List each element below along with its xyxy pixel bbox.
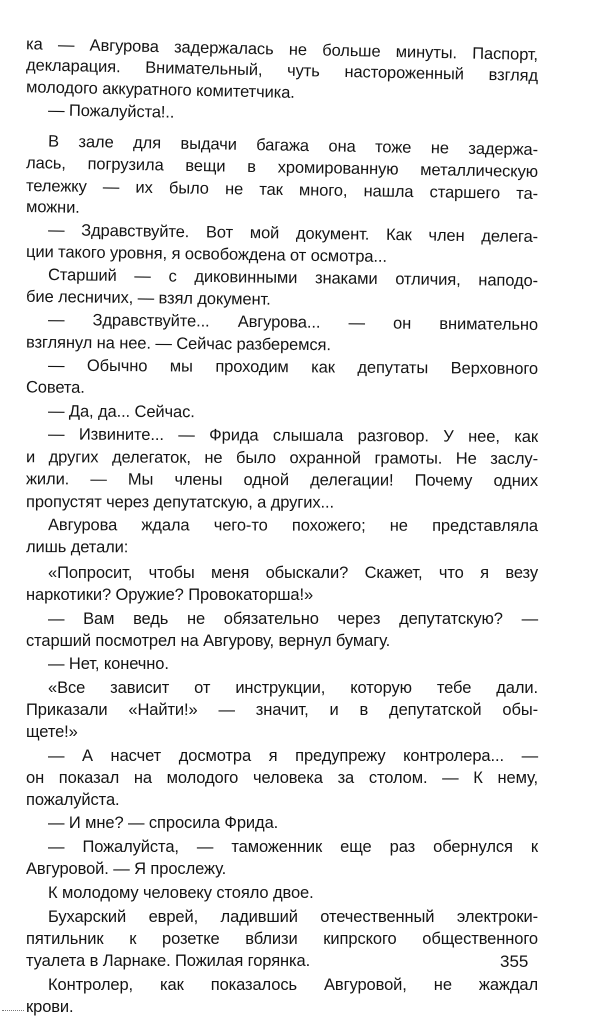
text-line: — Пожалуйста!.. (47, 101, 175, 122)
text-line: щете!» (26, 723, 78, 741)
text-line: Авгуровой. — Я прослежу. (26, 860, 227, 878)
text-line: молодого аккуратного комитетчика. (25, 78, 295, 102)
text-line: «Все зависит от инструкции, которую тебе дали. (48, 679, 538, 697)
text-line: Приказали «Найти!» — значит, и в депутатской обы- (26, 701, 538, 719)
text-line: — А насчет досмотра я предупрежу контролера... — (48, 747, 538, 765)
text-line: К молодому человеку стояло двое. (48, 884, 314, 902)
text-line: жили. — Мы члены одной делегации! Почему одних (25, 470, 539, 490)
text-line: лишь детали: (25, 538, 129, 557)
text-line: крови. (26, 998, 74, 1016)
text-line: Авгурова ждала чего-то похожего; не представляла (47, 516, 539, 535)
text-line: Контролер, как показалось Авгуровой, не жаждал (48, 976, 538, 994)
page-number: 355 (500, 952, 529, 971)
text-line: Старший — с диковинными знаками отличия, наподо- (47, 266, 539, 290)
text-line: — Обычно мы проходим как депутаты Верховного (47, 356, 539, 378)
text-line: — Здравствуйте. Вот мой документ. Как член делега- (47, 221, 539, 246)
scan-artifact (2, 1010, 24, 1013)
text-line: он показал на молодого человека за столом. — К нему, (26, 769, 538, 787)
text-line: — И мне? — спросила Фрида. (48, 814, 279, 832)
text-line: и других делегаток, не было охранной грамоты. Не заслу- (25, 448, 539, 468)
text-line: туалета в Ларнаке. Пожилая горянка. (26, 952, 311, 970)
text-line: декларация. Внимательный, чуть настороженный взгляд (25, 56, 539, 85)
text-line: лась, погрузила вещи в хромированную металлическую (25, 154, 539, 181)
text-line: — Пожалуйста, — таможенник еще раз обернулся к (48, 838, 538, 856)
text-line: пропустят через депутатскую, а других... (25, 493, 334, 512)
text-line: — Здравствуйте... Авгурова... — он внимательно (47, 310, 539, 334)
text-line: — Извините... — Фрида слышала разговор. У нее, как (47, 425, 539, 446)
text-line: Совета. (25, 378, 85, 397)
text-line: пятильник к розетке вблизи кипрского общественного (26, 930, 538, 948)
text-line: — Вам ведь не обязательно через депутатскую? — (48, 610, 538, 628)
text-line: старший посмотрел на Авгурову, вернул бумагу. (26, 632, 391, 650)
text-line: ка — Авгурова задержалась не больше минуты. Паспорт, (25, 35, 539, 64)
text-line: — Нет, конечно. (48, 655, 169, 673)
text-line: — Да, да... Сейчас. (47, 402, 195, 422)
text-line: пожалуйста. (26, 791, 120, 809)
text-line: «Попросит, чтобы меня обыскали? Скажет, что я везу (48, 564, 538, 582)
text-line: тележку — их было не так много, нашла старшего та- (25, 176, 539, 203)
text-line: наркотики? Оружие? Провокаторша!» (26, 586, 314, 604)
text-line: бие лесничих, — взял документ. (25, 287, 271, 309)
text-line: ции такого уровня, я освобождена от осмотра... (25, 242, 388, 266)
text-line: В зале для выдачи багажа она тоже не задержа- (47, 132, 539, 159)
text-line: можни. (25, 197, 80, 217)
text-line: взглянул на нее. — Сейчас разберемся. (25, 333, 331, 355)
text-line: Бухарский еврей, ладивший отечественный электроки- (48, 908, 538, 926)
